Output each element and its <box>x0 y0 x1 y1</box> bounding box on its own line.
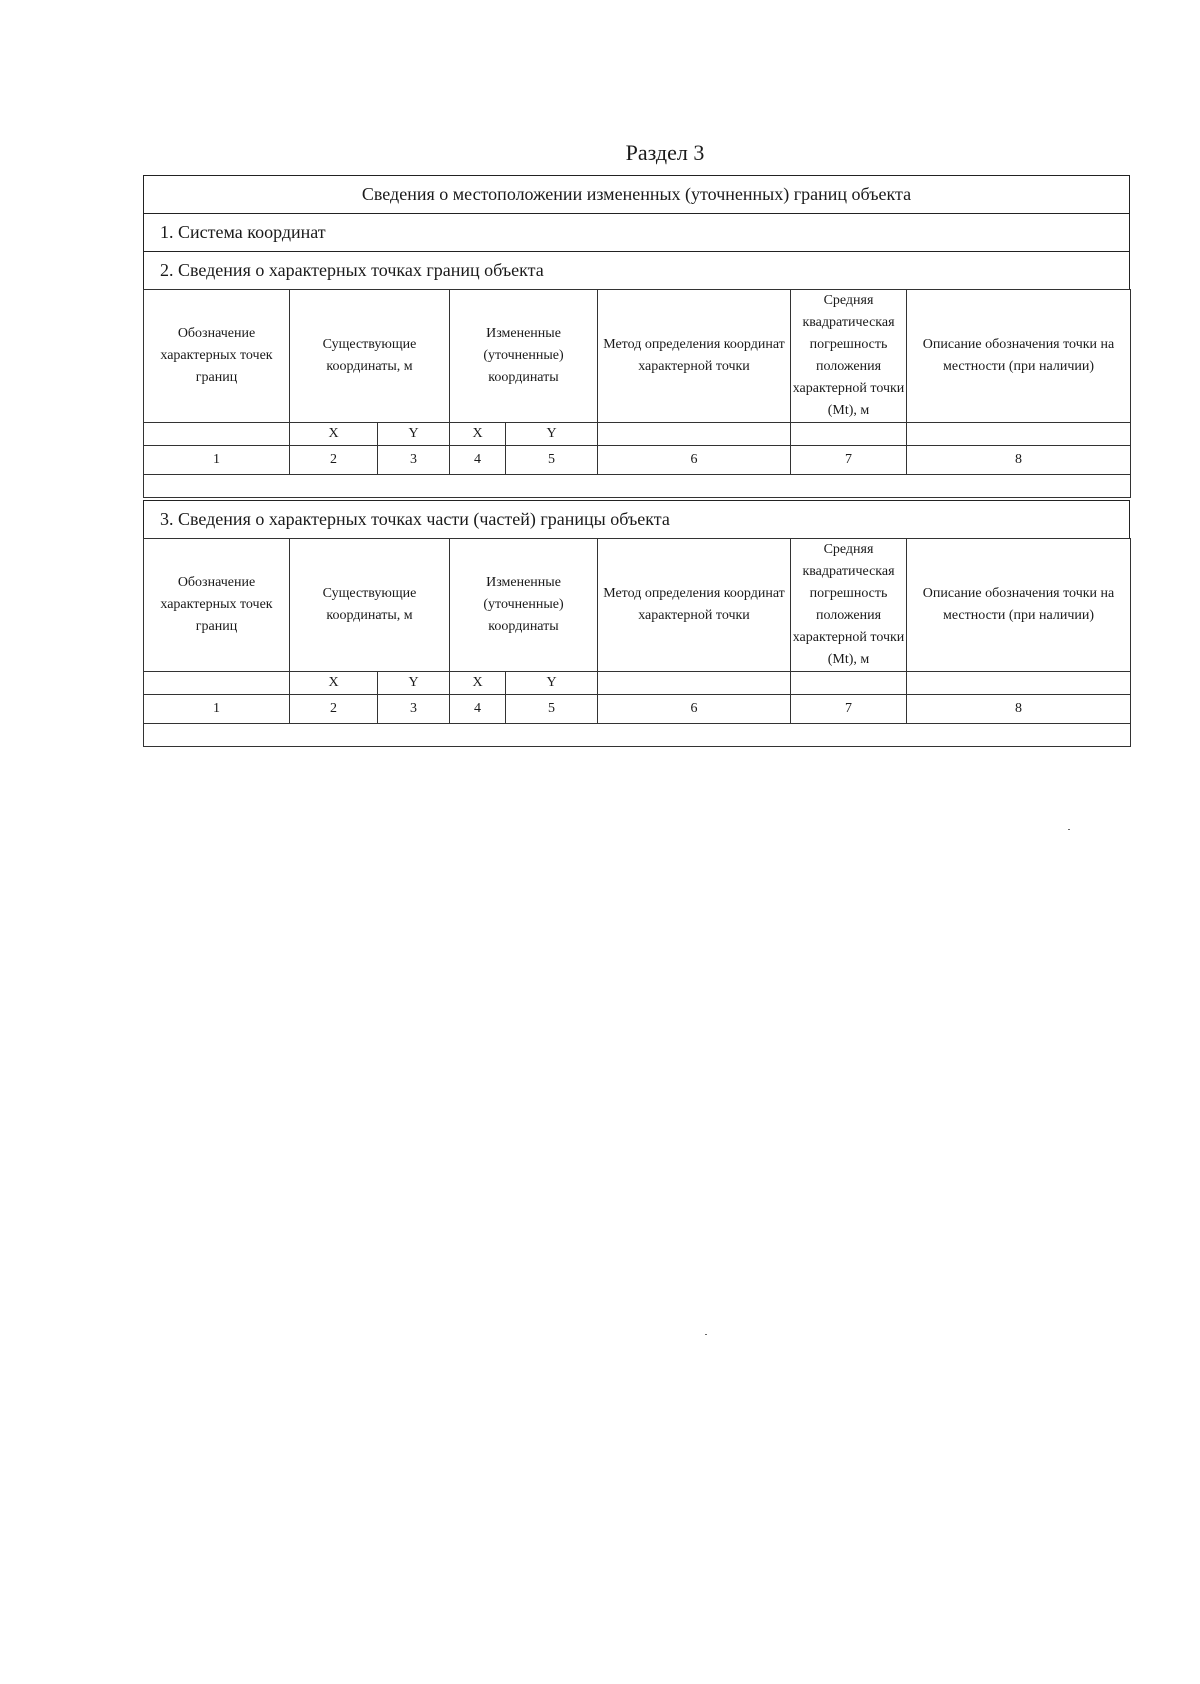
sub-x-changed: X <box>450 423 506 446</box>
boundary-points-table <box>143 289 1131 498</box>
scan-speck <box>1068 829 1070 830</box>
column-number: 6 <box>598 446 791 475</box>
column-number: 2 <box>290 695 378 724</box>
sub-y-existing: Y <box>378 672 450 695</box>
sub-empty <box>791 423 907 446</box>
sub-empty <box>791 672 907 695</box>
scan-speck <box>705 1334 707 1335</box>
sub-empty <box>144 423 290 446</box>
part-boundary-points-table <box>143 538 1131 747</box>
block-title: Сведения о местоположении измененных (уточненных) границ объекта <box>143 175 1130 213</box>
column-number: 3 <box>378 446 450 475</box>
column-number: 5 <box>506 446 598 475</box>
column-number: 5 <box>506 695 598 724</box>
sub-empty <box>598 423 791 446</box>
header-mean-error: Средняя квадратическая погрешность положения характерной точки (Mt), м <box>791 539 907 672</box>
header-changed-coordinates: Измененные (уточненные) координаты <box>450 290 598 423</box>
header-method: Метод определения координат характерной точки <box>598 290 791 423</box>
header-description: Описание обозначения точки на местности (при наличии) <box>907 539 1131 672</box>
header-description: Описание обозначения точки на местности (при наличии) <box>907 290 1131 423</box>
sub-x-changed: X <box>450 672 506 695</box>
column-number: 6 <box>598 695 791 724</box>
coordinate-system-row: 1. Система координат <box>143 213 1130 251</box>
header-point-designation: Обозначение характерных точек границ <box>144 290 290 423</box>
column-number: 7 <box>791 695 907 724</box>
empty-data-row <box>144 475 1131 498</box>
sub-empty <box>907 672 1131 695</box>
column-number: 4 <box>450 446 506 475</box>
sub-empty <box>598 672 791 695</box>
sub-x-existing: X <box>290 672 378 695</box>
sub-y-existing: Y <box>378 423 450 446</box>
empty-data-row <box>144 724 1131 747</box>
sub-empty <box>144 672 290 695</box>
header-mean-error: Средняя квадратическая погрешность положения характерной точки (Mt), м <box>791 290 907 423</box>
sub-y-changed: Y <box>506 672 598 695</box>
column-number: 8 <box>907 446 1131 475</box>
column-number: 7 <box>791 446 907 475</box>
header-existing-coordinates: Существующие координаты, м <box>290 539 450 672</box>
column-number: 4 <box>450 695 506 724</box>
boundary-form <box>143 175 1130 747</box>
sub-empty <box>907 423 1131 446</box>
header-point-designation: Обозначение характерных точек границ <box>144 539 290 672</box>
sub-y-changed: Y <box>506 423 598 446</box>
header-existing-coordinates: Существующие координаты, м <box>290 290 450 423</box>
sub-x-existing: X <box>290 423 378 446</box>
header-changed-coordinates: Измененные (уточненные) координаты <box>450 539 598 672</box>
part-boundary-points-heading: 3. Сведения о характерных точках части (частей) границы объекта <box>143 500 1130 538</box>
column-number: 1 <box>144 695 290 724</box>
column-number: 8 <box>907 695 1131 724</box>
header-method: Метод определения координат характерной точки <box>598 539 791 672</box>
column-number: 1 <box>144 446 290 475</box>
section-heading: Раздел 3 <box>625 140 705 165</box>
boundary-points-heading: 2. Сведения о характерных точках границ объекта <box>143 251 1130 289</box>
column-number: 3 <box>378 695 450 724</box>
column-number: 2 <box>290 446 378 475</box>
